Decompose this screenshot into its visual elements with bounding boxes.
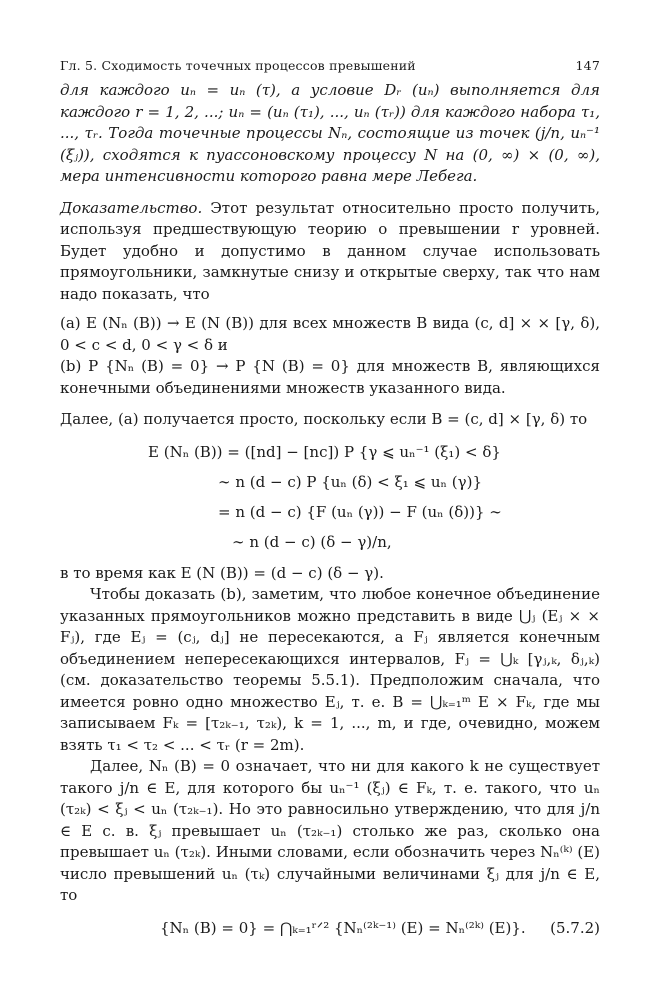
equation-number: (5.7.2) bbox=[550, 918, 600, 937]
paragraph-a: Далее, (a) получается просто, поскольку если B = (c, d] × [γ, δ) то bbox=[60, 410, 588, 428]
theorem-continuation: для каждого uₙ = uₙ (τ), а условие Dᵣ (uₙ) выполняется для каждого r = 1, 2, ...; uₙ = (uₙ (τ₁), ..., uₙ (τᵣ)) для каждого набора τ₁, ..., τᵣ. Тогда точечные процессы Nₙ, состоящие из точек (j/n, uₙ⁻¹ (ξⱼ)), сходятся к пуассоновскому процессу N на (0, ∞) × (0, ∞), мера интенсивности которого равна мере Лебега. bbox=[60, 81, 600, 185]
while-line: в то время как E (N (B)) = (d − c) (δ − γ). bbox=[60, 563, 384, 582]
conditions-list bbox=[60, 313, 600, 399]
running-header bbox=[60, 58, 600, 80]
paragraph-c: Далее, Nₙ (B) = 0 означает, что ни для какого k не существует такого j/n ∈ E, для которого бы uₙ⁻¹ (ξⱼ) ∈ Fₖ, т. е. такого, что uₙ (τ₂ₖ) < ξⱼ < uₙ (τ₂ₖ₋₁). Но это равносильно утверждению, что для j/n ∈ E с. в. ξⱼ превышает uₙ (τ₂ₖ₋₁) столько же раз, сколько она превышает uₙ (τ₂ₖ). Иными словами, если обозначить через Nₙ⁽ᵏ⁾ (E) число превышений uₙ (τₖ) случайными величинами ξⱼ для j/n ∈ E, то bbox=[60, 757, 600, 904]
paragraph-b: Чтобы доказать (b), заметим, что любое конечное объединение указанных прямоугольников можно представить в виде ⋃ⱼ (Eⱼ × × Fⱼ), где Eⱼ = (cⱼ, dⱼ] не пересекаются, а Fⱼ является конечным объединением непересекающихся интервалов, Fⱼ = ⋃ₖ [γⱼ,ₖ, δⱼ,ₖ) (см. доказательство теоремы 5.5.1). Предположим сначала, что имеется ровно одно множество Eⱼ, т. е. B = ⋃ₖ₌₁ᵐ E × Fₖ, где мы записываем Fₖ = [τ₂ₖ₋₁, τ₂ₖ), k = 1, ..., m, и где, очевидно, можем взять τ₁ < τ₂ < ... < τᵣ (r = 2m). bbox=[60, 585, 600, 754]
condition-a: (a) E (Nₙ (B)) → E (N (B)) для всех множеств B вида (c, d] × × [γ, δ), 0 < c < d, 0 < γ < δ и bbox=[60, 314, 600, 354]
equation-line-2: ∼ n (d − c) P {uₙ (δ) < ξ₁ ⩽ uₙ (γ)} bbox=[218, 472, 483, 491]
condition-b: (b) P {Nₙ (B) = 0} → P {N (B) = 0} для множеств B, являющихся конечными объединениями множеств указанного вида. bbox=[60, 357, 600, 397]
book-page bbox=[60, 58, 600, 937]
page-number: 147 bbox=[575, 58, 600, 73]
display-equation-block bbox=[60, 437, 600, 557]
proof-label: Доказательство. bbox=[60, 198, 203, 217]
equation-line-4: ∼ n (d − c) (δ − γ)/n, bbox=[232, 532, 392, 551]
equation-line-1: E (Nₙ (B)) = ([nd] − [nc]) P {γ ⩽ uₙ⁻¹ (ξ₁) < δ} bbox=[148, 442, 501, 461]
proof-intro: Этот результат относительно просто получить, используя предшествующую теорию о превышении r уровней. Будет удобно и допустимо в данном случае использовать прямоугольники, замкнутые снизу и открытые сверху, так что нам надо показать, что bbox=[60, 198, 600, 303]
chapter-title: Гл. 5. Сходимость точечных процессов превышений bbox=[60, 58, 416, 73]
equation-line-3: = n (d − c) {F (uₙ (γ)) − F (uₙ (δ))} ∼ bbox=[218, 502, 502, 521]
proof-paragraph bbox=[60, 198, 600, 306]
final-equation: {Nₙ (B) = 0} = ⋂ₖ₌₁ʳᐟ² {Nₙ⁽²ᵏ⁻¹⁾ (E) = Nₙ⁽²ᵏ⁾ (E)}. bbox=[160, 918, 526, 937]
